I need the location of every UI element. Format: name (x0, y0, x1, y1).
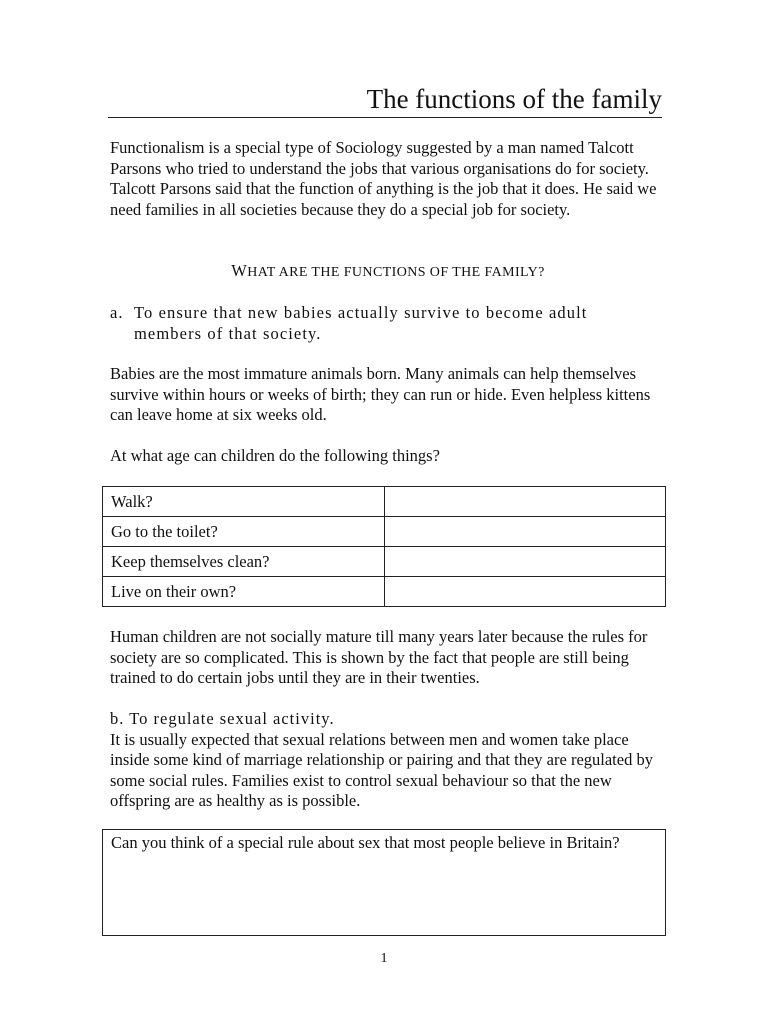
section-heading-initial: W (231, 261, 248, 280)
intro-paragraph: Functionalism is a special type of Sociology suggested by a man named Talcott Parsons who tried to understand the jobs that various organisations do for society. Talcott Parsons said that the function of anything is the job that it does. He said we need families in all societies because they do a special job for society. (110, 138, 657, 219)
item-b-text: It is usually expected that sexual relations between men and women take place inside some kind of marriage relationship or pairing and that they are regulated by some social rules. Families exist to control sexual behaviour so that the new offspring are as healthy as is possible. (110, 729, 653, 811)
age-question: At what age can children do the following things? (110, 446, 440, 465)
section-heading-rest: HAT ARE THE FUNCTIONS OF THE FAMILY? (247, 265, 545, 280)
function-item-b (110, 709, 666, 812)
table-row (103, 487, 666, 517)
age-table (102, 486, 666, 607)
page-number: 1 (380, 951, 388, 966)
table-row (103, 517, 666, 547)
function-item-a (110, 303, 666, 344)
table-cell-question: Walk? (103, 487, 385, 517)
item-a-line1: To ensure that new babies actually survive to become adult (134, 303, 588, 322)
maturity-paragraph: Human children are not socially mature till many years later because the rules for society are so complicated. This is shown by the fact that people are still being trained to do certain jobs until they are in their twenties. (110, 627, 648, 688)
document-title: The functions of the family (108, 82, 662, 118)
table-cell-question: Go to the toilet? (103, 517, 385, 547)
rule-question-box[interactable] (102, 829, 666, 936)
rule-question-text: Can you think of a special rule about sex that most people believe in Britain? (111, 833, 620, 852)
item-b-label: b. To regulate sexual activity. (110, 709, 335, 728)
item-a-marker: a. (110, 303, 124, 322)
table-cell-question: Keep themselves clean? (103, 547, 385, 577)
table-cell-answer[interactable] (384, 577, 665, 607)
babies-paragraph: Babies are the most immature animals born. Many animals can help themselves survive within hours or weeks of birth; they can run or hide. Even helpless kittens can leave home at six weeks old. (110, 364, 651, 425)
section-heading (110, 262, 666, 282)
table-row (103, 577, 666, 607)
table-cell-answer[interactable] (384, 517, 665, 547)
table-cell-answer[interactable] (384, 547, 665, 577)
table-row (103, 547, 666, 577)
item-a-line2: members of that society. (134, 323, 322, 343)
table-cell-answer[interactable] (384, 487, 665, 517)
table-cell-question: Live on their own? (103, 577, 385, 607)
